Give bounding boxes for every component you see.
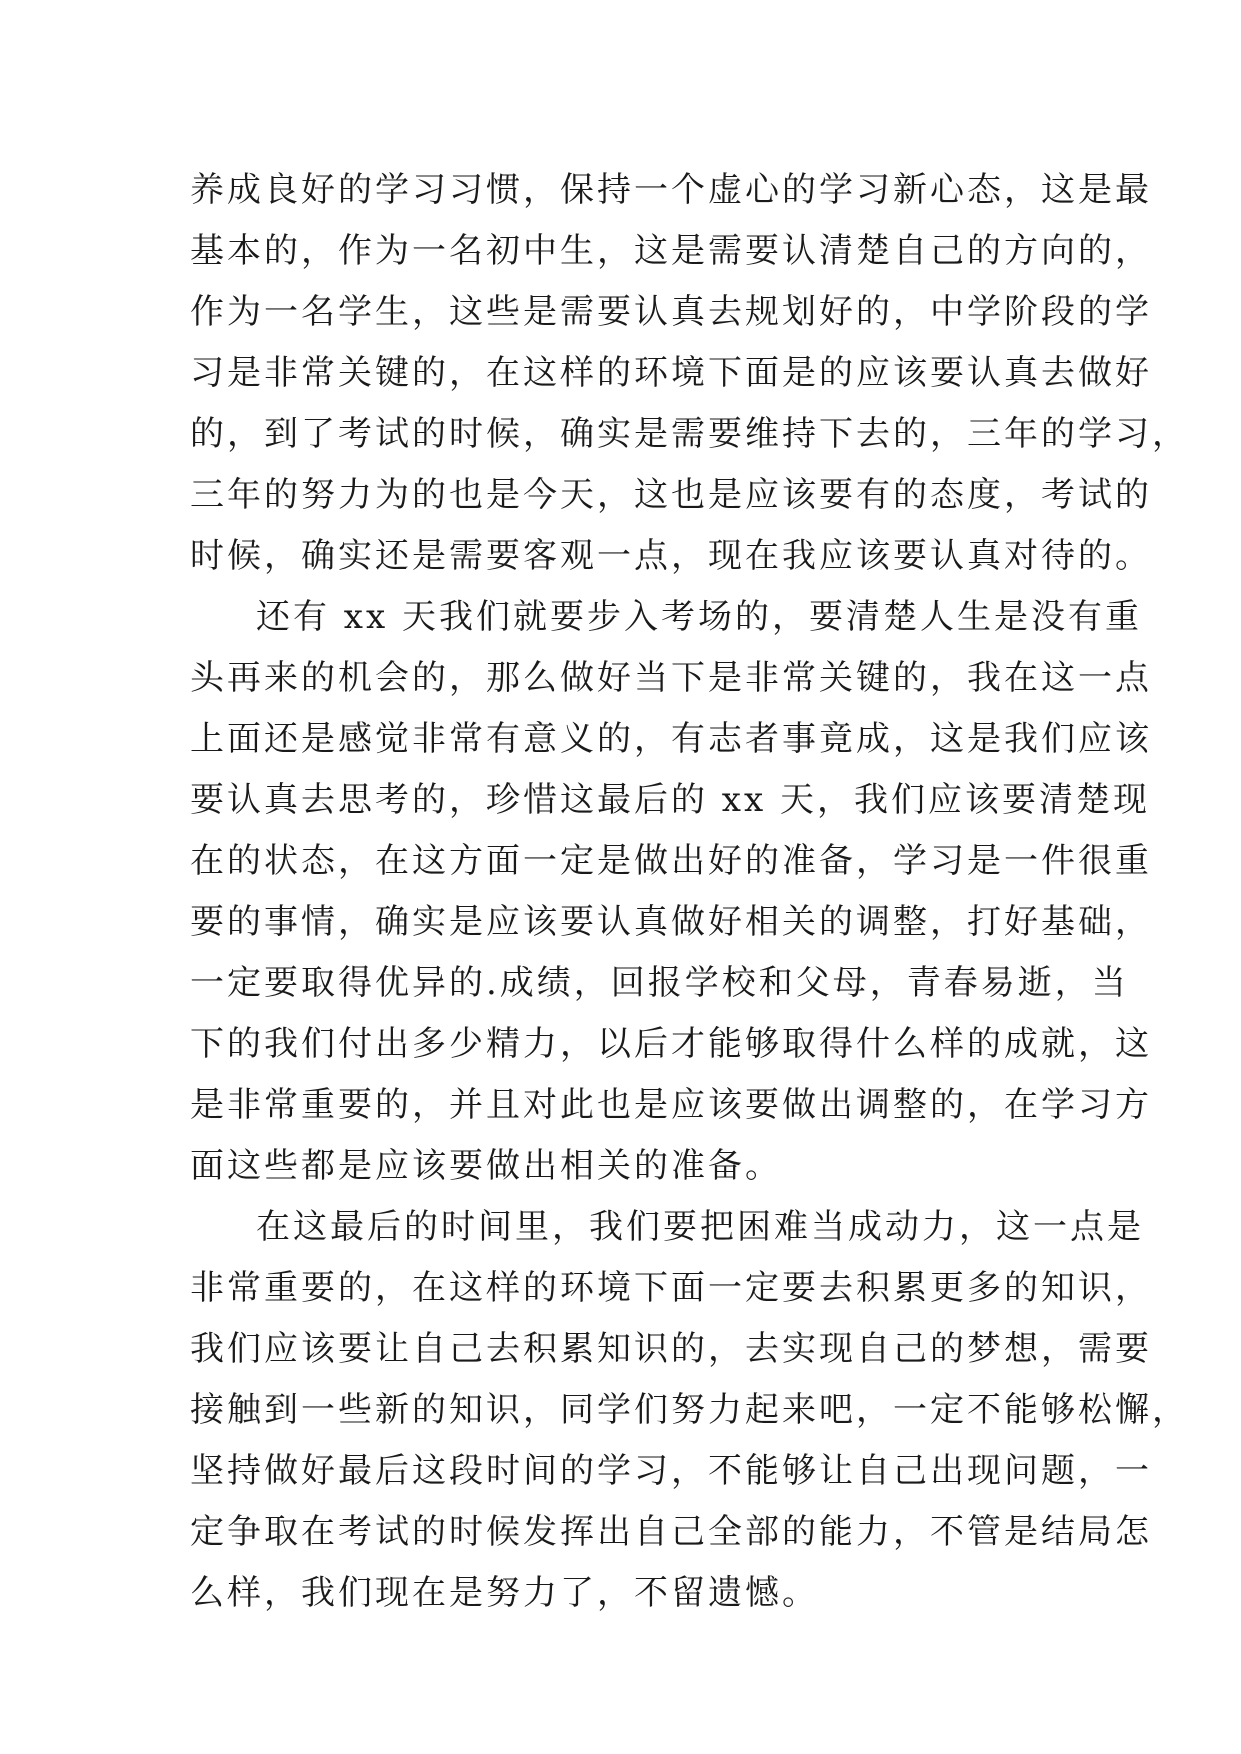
text-line: 下的我们付出多少精力，以后才能够取得什么样的成就，这 [190, 1024, 1152, 1064]
paragraph-first-line: 还有 xx 天我们就要步入考场的，要清楚人生是没有重 [256, 597, 1142, 637]
text-line: 习是非常关键的，在这样的环境下面是的应该要认真去做好 [190, 353, 1152, 393]
text-line: 上面还是感觉非常有意义的，有志者事竟成，这是我们应该 [190, 719, 1152, 759]
text-line: 作为一名学生，这些是需要认真去规划好的，中学阶段的学 [190, 292, 1152, 332]
text-line: 在的状态，在这方面一定是做出好的准备，学习是一件很重 [190, 841, 1152, 881]
text-line: 坚持做好最后这段时间的学习，不能够让自己出现问题，一 [190, 1451, 1152, 1491]
text-line: 我们应该要让自己去积累知识的，去实现自己的梦想，需要 [190, 1329, 1152, 1369]
text-line: 三年的努力为的也是今天，这也是应该要有的态度，考试的 [190, 475, 1152, 515]
text-line: 要的事情，确实是应该要认真做好相关的调整，打好基础， [190, 902, 1152, 942]
text-line: 么样，我们现在是努力了，不留遗憾。 [190, 1573, 819, 1613]
document-body [190, 160, 1189, 1624]
text-line: 一定要取得优异的.成绩，回报学校和父母，青春易逝，当 [190, 963, 1129, 1003]
text-line: 基本的，作为一名初中生，这是需要认清楚自己的方向的， [190, 231, 1152, 271]
text-line: 面这些都是应该要做出相关的准备。 [190, 1146, 782, 1186]
text-line: 接触到一些新的知识，同学们努力起来吧，一定不能够松懈， [190, 1390, 1189, 1430]
text-line: 时候，确实还是需要客观一点，现在我应该要认真对待的。 [190, 536, 1152, 576]
text-line: 定争取在考试的时候发挥出自己全部的能力，不管是结局怎 [190, 1512, 1152, 1552]
text-line: 头再来的机会的，那么做好当下是非常关键的，我在这一点 [190, 658, 1152, 698]
text-line: 养成良好的学习习惯，保持一个虚心的学习新心态，这是最 [190, 170, 1152, 210]
text-line: 是非常重要的，并且对此也是应该要做出调整的，在学习方 [190, 1085, 1152, 1125]
text-line: 要认真去思考的，珍惜这最后的 xx 天，我们应该要清楚现 [190, 780, 1150, 820]
text-line: 的，到了考试的时候，确实是需要维持下去的，三年的学习， [190, 414, 1189, 454]
text-line: 非常重要的，在这样的环境下面一定要去积累更多的知识， [190, 1268, 1152, 1308]
paragraph-first-line: 在这最后的时间里，我们要把困难当成动力，这一点是 [256, 1207, 1144, 1247]
